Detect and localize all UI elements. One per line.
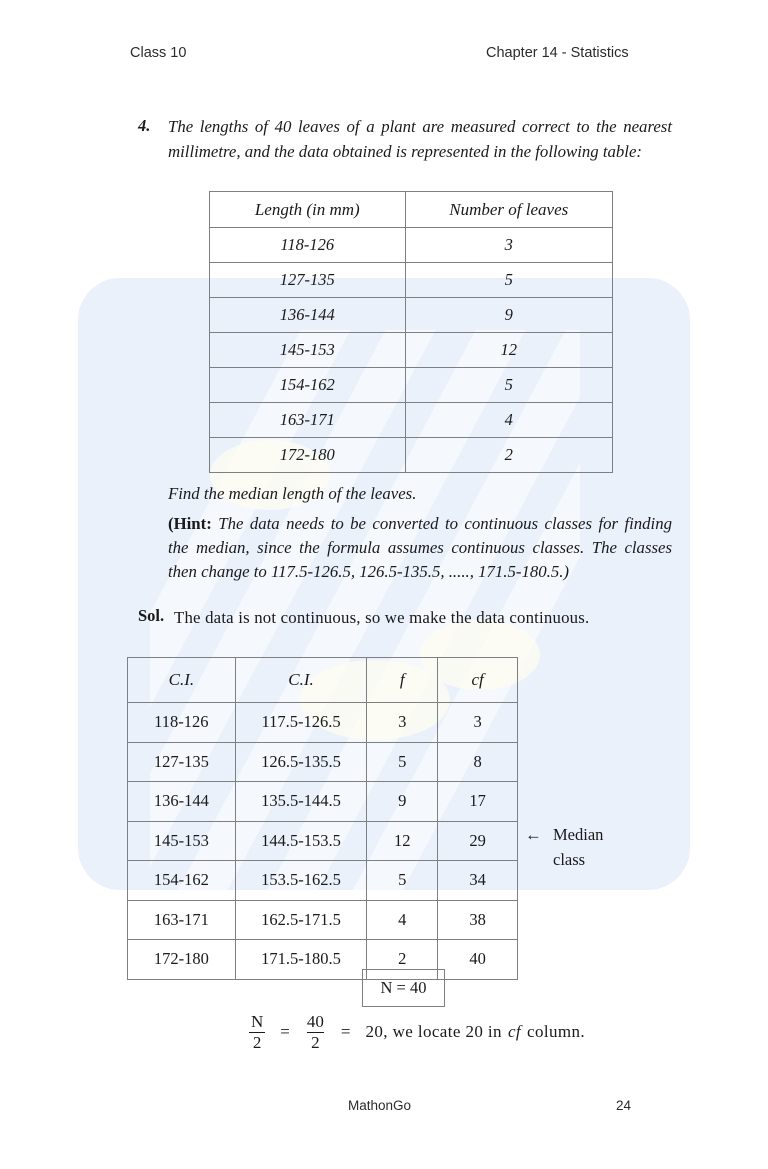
page-header [0,45,768,67]
cell-count: 5 [405,368,612,403]
column-header-ci-continuous: C.I. [235,658,367,703]
cell-f: 2 [367,940,438,980]
fraction-denominator: 2 [307,1032,324,1052]
cell-ci-discrete: 127-135 [128,742,236,782]
formula-result-text: 20, we locate 20 in [365,1022,502,1041]
cell-length: 127-135 [210,263,406,298]
cell-f: 5 [367,742,438,782]
cell-count: 5 [405,263,612,298]
cell-count: 3 [405,228,612,263]
hint-label: (Hint: [168,514,212,533]
cell-count: 2 [405,438,612,473]
cell-f: 12 [367,821,438,861]
cell-f: 4 [367,900,438,940]
leaves-frequency-table [209,191,613,473]
cell-ci-discrete: 136-144 [128,782,236,822]
cell-length: 136-144 [210,298,406,333]
solution-label: Sol. [138,606,165,625]
hint-text: The data needs to be converted to continuous classes for finding the median, since the formula assumes continuous classes. The classes then change to 117.5-126.5, 126.5-135.5, ....., 171.5-180.5.) [168,514,672,581]
cell-ci-discrete: 163-171 [128,900,236,940]
table-header-row [210,192,613,228]
median-class-label-line2: class [553,850,586,869]
cell-f: 5 [367,861,438,901]
table-header-row [128,658,518,703]
equals-sign-1: = [280,1022,290,1041]
solution-text: The data is not continuous, so we make the data continuous. [174,608,590,627]
table-row [128,900,518,940]
table-row [210,403,613,438]
cell-length: 154-162 [210,368,406,403]
table-row [128,742,518,782]
cell-cf: 3 [438,703,518,743]
column-header-cf: cf [438,658,518,703]
page-footer [0,1098,768,1120]
cell-length: 145-153 [210,333,406,368]
equals-sign-2: = [340,1022,351,1041]
cell-ci-continuous: 144.5-153.5 [235,821,367,861]
table-row [210,333,613,368]
table-row [128,940,518,980]
header-chapter-label: Chapter 14 - Statistics [486,45,629,61]
formula-tail-text: column. [527,1022,586,1041]
question-text: The lengths of 40 leaves of a plant are measured correct to the nearest millimetre, and the data obtained is represented in the following table: [168,117,672,161]
table-row [210,298,613,333]
question-number: 4. [138,116,151,135]
median-class-label-line1: Median [553,825,604,844]
fraction-n-over-2 [247,1013,267,1052]
cell-ci-discrete: 154-162 [128,861,236,901]
fraction-denominator: 2 [249,1032,266,1052]
cell-count: 9 [405,298,612,333]
cell-cf: 8 [438,742,518,782]
fraction-numerator: N [251,1011,264,1031]
left-arrow-icon: ← [525,825,542,844]
cell-ci-continuous: 171.5-180.5 [235,940,367,980]
table-row [128,861,518,901]
cell-length: 172-180 [210,438,406,473]
cell-cf: 29 [438,821,518,861]
footer-brand: MathonGo [348,1098,412,1113]
cell-cf: 40 [438,940,518,980]
cell-length: 163-171 [210,403,406,438]
cumulative-frequency-table [127,657,518,980]
median-position-formula [243,1008,585,1056]
column-header-length: Length (in mm) [210,192,406,228]
table-row [210,228,613,263]
cell-f: 9 [367,782,438,822]
formula-cf-symbol: cf [507,1022,522,1041]
table-row [210,438,613,473]
total-frequency-cell: N = 40 [362,969,445,1007]
cell-ci-discrete: 172-180 [128,940,236,980]
cell-count: 12 [405,333,612,368]
find-median-instruction: Find the median length of the leaves. [168,484,417,503]
cell-length: 118-126 [210,228,406,263]
table-row [210,368,613,403]
cell-f: 3 [367,703,438,743]
footer-page-number: 24 [616,1098,632,1113]
table-row [210,263,613,298]
cell-ci-discrete: 118-126 [128,703,236,743]
solution-block [138,605,672,631]
column-header-f: f [367,658,438,703]
table-row [128,703,518,743]
cell-ci-discrete: 145-153 [128,821,236,861]
cell-ci-continuous: 162.5-171.5 [235,900,367,940]
question-block [138,114,672,164]
median-class-annotation [525,822,675,872]
cell-ci-continuous: 153.5-162.5 [235,861,367,901]
cell-cf: 17 [438,782,518,822]
cell-count: 4 [405,403,612,438]
hint-block [168,512,672,584]
column-header-leaves: Number of leaves [405,192,612,228]
cell-ci-continuous: 126.5-135.5 [235,742,367,782]
cell-cf: 34 [438,861,518,901]
cell-cf: 38 [438,900,518,940]
table-row-median-class [128,821,518,861]
cell-ci-continuous: 117.5-126.5 [235,703,367,743]
column-header-ci-discrete: C.I. [128,658,236,703]
fraction-40-over-2 [303,1013,328,1052]
fraction-numerator: 40 [306,1011,324,1031]
cell-ci-continuous: 135.5-144.5 [235,782,367,822]
header-class-label: Class 10 [130,45,187,61]
table-row [128,782,518,822]
